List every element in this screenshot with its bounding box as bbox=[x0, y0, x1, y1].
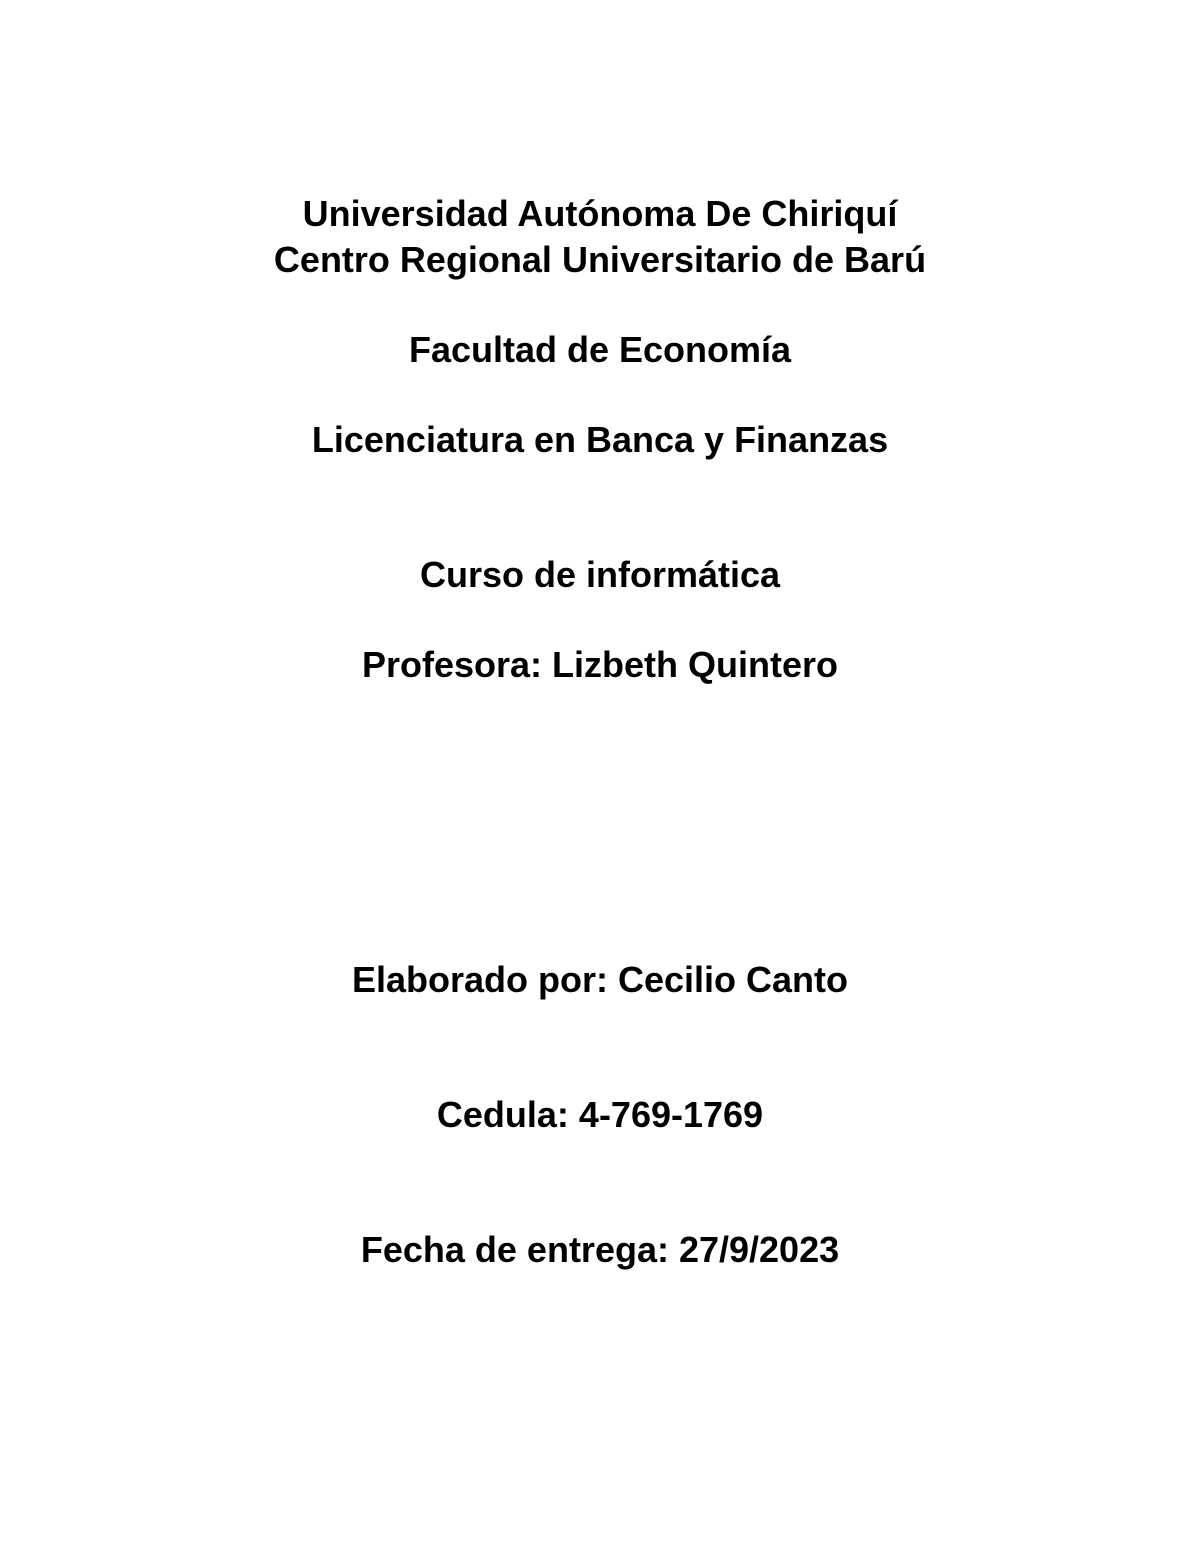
faculty-name: Facultad de Economía bbox=[408, 329, 792, 370]
delivery-date: Fecha de entrega: 27/9/2023 bbox=[360, 1229, 840, 1270]
university-name: Universidad Autónoma De Chiriquí bbox=[302, 193, 898, 234]
professor-name: Profesora: Lizbeth Quintero bbox=[361, 644, 839, 685]
degree-name: Licenciatura en Banca y Finanzas bbox=[311, 419, 889, 460]
id-number: Cedula: 4-769-1769 bbox=[436, 1094, 764, 1135]
author-name: Elaborado por: Cecilio Canto bbox=[351, 959, 849, 1000]
course-name: Curso de informática bbox=[419, 554, 781, 595]
regional-center-name: Centro Regional Universitario de Barú bbox=[273, 239, 927, 280]
